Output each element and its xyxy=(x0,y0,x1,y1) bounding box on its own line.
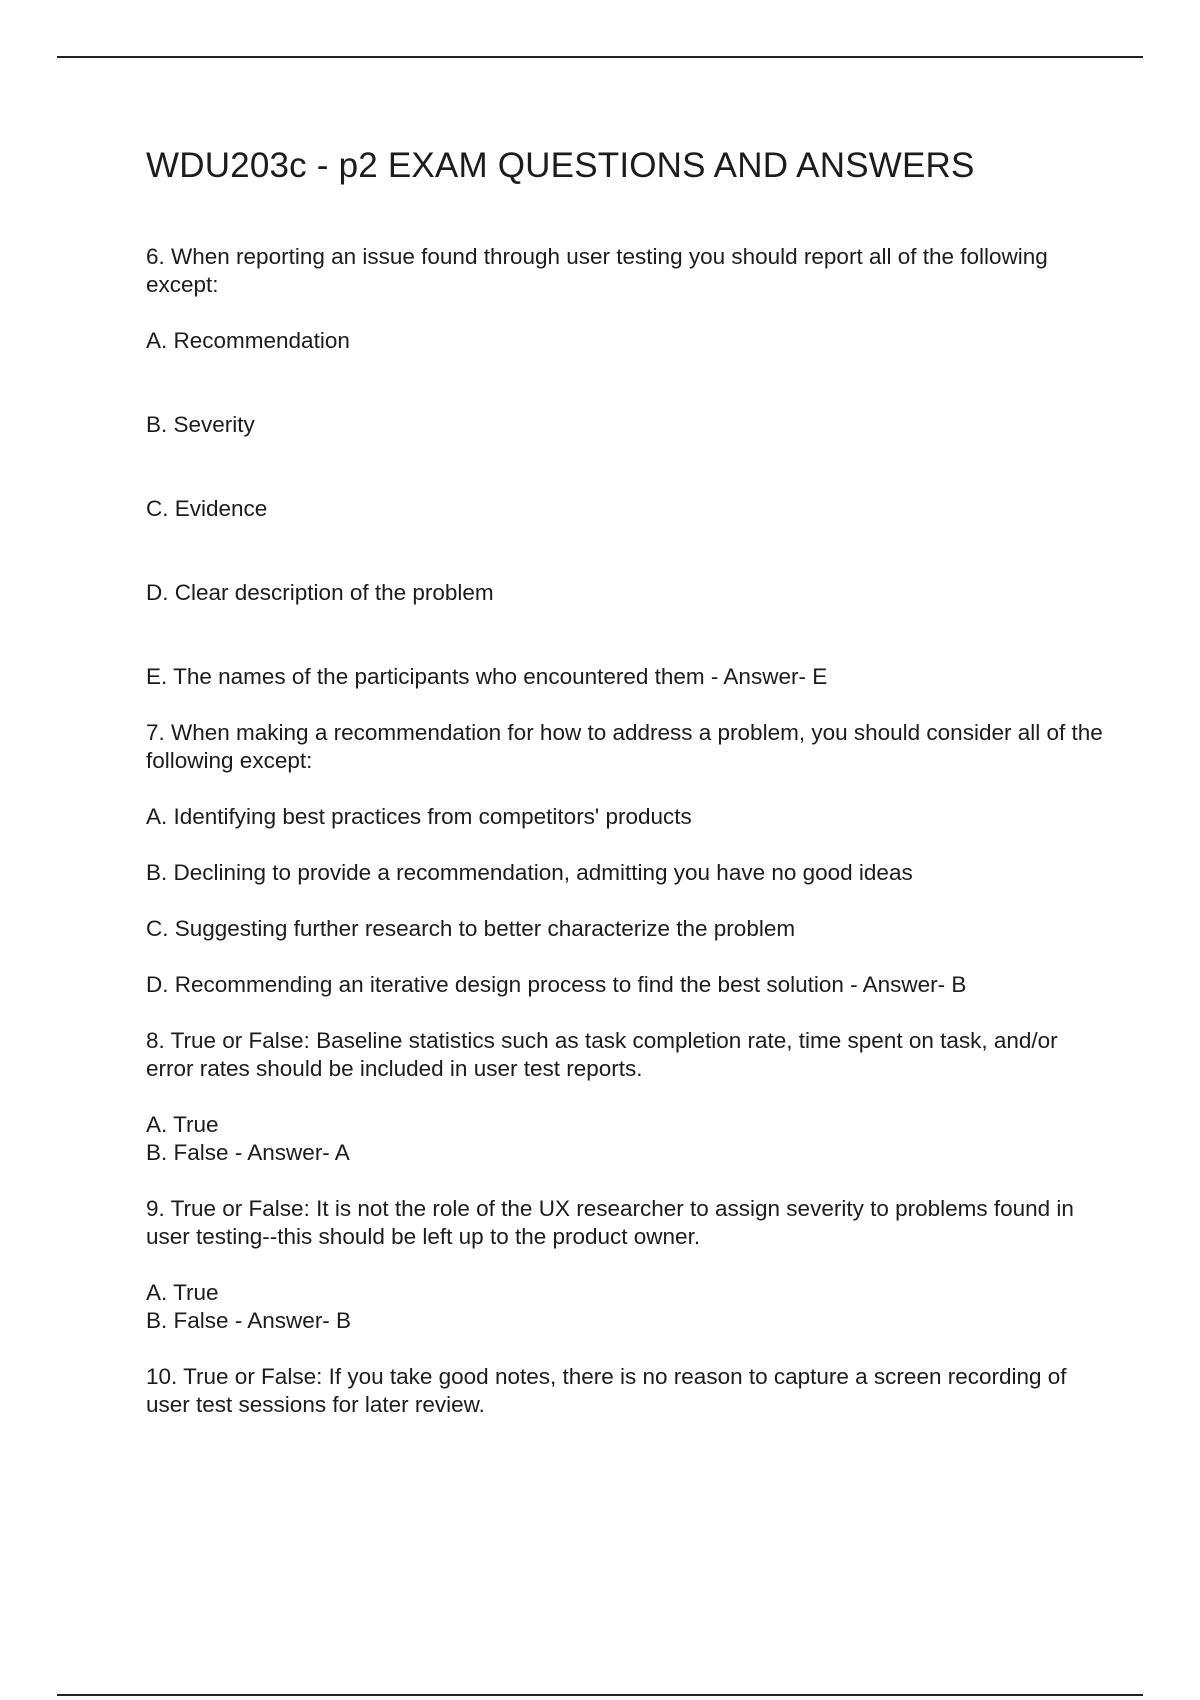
answer-option: A. True xyxy=(146,1280,219,1305)
answer-option: B. Declining to provide a recommendation, admitting you have no good ideas xyxy=(146,860,913,885)
answer-option: D. Clear description of the problem xyxy=(146,580,494,605)
answer-option: B. Severity xyxy=(146,412,255,437)
answer-option: B. False - Answer- A xyxy=(146,1140,350,1165)
question-7 xyxy=(146,719,1106,999)
answer-option: D. Recommending an iterative design process to find the best solution - Answer- B xyxy=(146,972,967,997)
answer-option: E. The names of the participants who encountered them - Answer- E xyxy=(146,664,828,689)
question-text: 8. True or False: Baseline statistics such as task completion rate, time spent on task, and/or error rates should be included in user test reports. xyxy=(146,1028,1058,1081)
question-text: 6. When reporting an issue found through user testing you should report all of the following except: xyxy=(146,244,1048,297)
answer-option: A. Identifying best practices from competitors' products xyxy=(146,804,692,829)
answer-option: C. Suggesting further research to better characterize the problem xyxy=(146,916,796,941)
answer-option: C. Evidence xyxy=(146,496,268,521)
question-text: 10. True or False: If you take good notes, there is no reason to capture a screen recording of user test sessions for later review. xyxy=(146,1364,1067,1417)
question-6 xyxy=(146,243,1106,691)
top-rule xyxy=(57,56,1143,58)
answer-option: B. False - Answer- B xyxy=(146,1308,352,1333)
bottom-rule xyxy=(57,1694,1143,1696)
answer-option: A. True xyxy=(146,1112,219,1137)
document-body xyxy=(146,243,1106,1447)
answer-options xyxy=(146,1111,1106,1167)
question-10 xyxy=(146,1363,1106,1419)
document-title: WDU203c - p2 EXAM QUESTIONS AND ANSWERS xyxy=(146,146,975,185)
answer-option: A. Recommendation xyxy=(146,328,350,353)
question-text: 9. True or False: It is not the role of the UX researcher to assign severity to problems found in user testing--this should be left up to the product owner. xyxy=(146,1196,1074,1249)
question-text: 7. When making a recommendation for how to address a problem, you should consider all of the following except: xyxy=(146,720,1103,773)
question-8 xyxy=(146,1027,1106,1167)
answer-options xyxy=(146,1279,1106,1335)
question-9 xyxy=(146,1195,1106,1335)
